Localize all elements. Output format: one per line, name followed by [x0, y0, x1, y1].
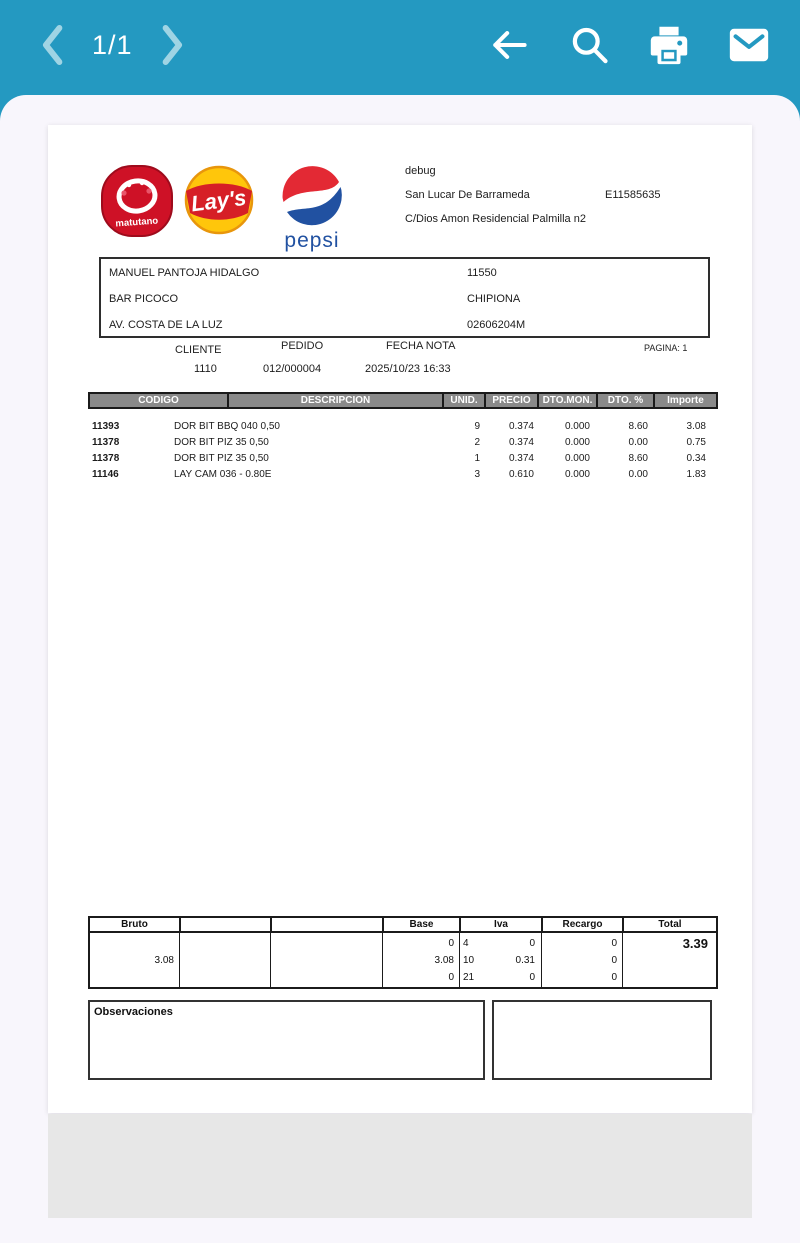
item-codigo: 11393 [92, 420, 120, 432]
recargo-10: 0 [611, 955, 617, 966]
col-total: Total [622, 918, 716, 931]
chevron-left-icon [36, 22, 70, 68]
customer-address: AV. COSTA DE LA LUZ [109, 319, 223, 331]
col-bruto: Bruto [121, 919, 148, 930]
bruto-value: 3.08 [154, 955, 174, 966]
item-dtomon: 0.000 [564, 452, 590, 464]
lays-logo-icon [183, 163, 255, 237]
item-importe: 1.83 [686, 468, 706, 480]
pepsi-wordmark: pepsi [284, 229, 340, 252]
iva-amount-10: 0.31 [515, 955, 535, 966]
item-dtomon: 0.000 [564, 468, 590, 480]
col-codigo: CODIGO [138, 395, 179, 406]
item-precio: 0.374 [508, 452, 534, 464]
col-empty-1 [179, 918, 270, 931]
signature-box [492, 1000, 712, 1080]
col-iva: Iva [459, 918, 541, 931]
totals-table [88, 916, 718, 989]
table-row [88, 418, 718, 434]
item-descripcion: DOR BIT PIZ 35 0,50 [174, 452, 269, 464]
iva-amount-21: 0 [529, 972, 535, 983]
previous-page-button[interactable] [30, 22, 76, 68]
item-dtopct: 8.60 [628, 452, 648, 464]
search-icon [567, 23, 611, 67]
customer-box [99, 257, 710, 338]
customer-business: BAR PICOCO [109, 293, 179, 305]
item-dtopct: 8.60 [628, 420, 648, 432]
iva-rate-10: 10 [463, 955, 475, 966]
base-21: 0 [448, 972, 454, 983]
fecha-nota-label: FECHA NOTA [386, 340, 456, 352]
empty-cell [270, 933, 382, 987]
col-base: Base [382, 918, 459, 931]
item-descripcion: DOR BIT BBQ 040 0,50 [174, 420, 280, 432]
email-icon [726, 22, 772, 68]
total-cell [622, 933, 716, 987]
items-table [88, 392, 718, 482]
item-unid: 2 [474, 436, 480, 448]
table-row [88, 466, 718, 482]
next-page-placeholder [48, 1114, 752, 1218]
matutano-wordmark: matutano [115, 215, 159, 230]
customer-row [101, 286, 708, 312]
item-importe: 0.34 [686, 452, 706, 464]
item-descripcion: DOR BIT PIZ 35 0,50 [174, 436, 269, 448]
item-dtomon: 0.000 [564, 420, 590, 432]
supplier-city: San Lucar De Barrameda [405, 189, 530, 201]
item-unid: 9 [474, 420, 480, 432]
col-recargo: Recargo [541, 918, 622, 931]
recargo-4: 0 [611, 938, 617, 949]
customer-postcode: 11550 [467, 267, 497, 279]
page-indicator: 1/1 [92, 29, 133, 60]
item-codigo: 11378 [92, 436, 120, 448]
item-unid: 3 [474, 468, 480, 480]
supplier-address: C/Dios Amon Residencial Palmilla n2 [405, 213, 586, 225]
item-codigo: 11378 [92, 452, 120, 464]
col-unid: UNID. [442, 394, 484, 407]
pepsi-logo-icon [273, 163, 351, 253]
supplier-line1: debug [405, 165, 436, 177]
observaciones-label: Observaciones [94, 1006, 173, 1018]
col-empty-2 [270, 918, 382, 931]
col-precio: PRECIO [484, 394, 537, 407]
supplier-line2 [405, 189, 661, 213]
observaciones-box [88, 1000, 485, 1080]
col-importe: Importe [653, 394, 716, 407]
item-precio: 0.374 [508, 436, 534, 448]
brand-logos [100, 163, 351, 253]
bruto-cell [90, 933, 179, 987]
iva-rate-4: 4 [463, 938, 469, 949]
fecha-nota-value: 2025/10/23 16:33 [365, 363, 451, 375]
items-table-header [88, 392, 718, 409]
empty-cell [179, 933, 270, 987]
document-page [48, 125, 752, 1113]
table-row [88, 434, 718, 450]
recargo-cell [541, 933, 622, 987]
table-row [88, 450, 718, 466]
iva-rate-21: 21 [463, 972, 475, 983]
item-importe: 0.75 [686, 436, 706, 448]
item-precio: 0.374 [508, 420, 534, 432]
next-page-button[interactable] [149, 22, 195, 68]
item-codigo: 11146 [92, 468, 119, 480]
item-dtopct: 0.00 [628, 436, 648, 448]
back-button[interactable] [486, 22, 532, 68]
back-arrow-icon [487, 23, 531, 67]
customer-id: 02606204M [467, 319, 526, 331]
search-button[interactable] [566, 22, 612, 68]
col-dtopct: DTO. % [596, 394, 653, 407]
item-descripcion: LAY CAM 036 - 0.80E [174, 468, 272, 480]
pedido-label: PEDIDO [281, 340, 324, 352]
pedido-value: 012/000004 [263, 363, 322, 375]
toolbar-actions [486, 22, 772, 68]
customer-city: CHIPIONA [467, 293, 521, 305]
viewer-toolbar [0, 0, 800, 96]
totals-body [88, 933, 718, 989]
totals-header [88, 916, 718, 933]
item-unid: 1 [474, 452, 480, 464]
viewer-sheet [0, 95, 800, 1243]
supplier-block [405, 165, 661, 237]
matutano-logo-icon [100, 163, 174, 241]
customer-row [101, 260, 708, 286]
cliente-value: 1110 [194, 363, 217, 375]
customer-row [101, 312, 708, 338]
iva-cell [459, 933, 541, 987]
base-cell [382, 933, 459, 987]
item-dtopct: 0.00 [628, 468, 648, 480]
print-button[interactable] [646, 22, 692, 68]
col-dtomon: DTO.MON. [537, 394, 596, 407]
item-dtomon: 0.000 [564, 436, 590, 448]
lays-wordmark: Lay's [189, 184, 248, 217]
pager [30, 22, 195, 68]
item-precio: 0.610 [508, 468, 534, 480]
chevron-right-icon [155, 22, 189, 68]
item-importe: 3.08 [686, 420, 706, 432]
customer-name: MANUEL PANTOJA HIDALGO [109, 267, 260, 279]
base-10: 3.08 [434, 955, 454, 966]
email-button[interactable] [726, 22, 772, 68]
pagina-label: PAGINA: 1 [644, 343, 688, 353]
supplier-code: E11585635 [605, 189, 661, 201]
recargo-21: 0 [611, 972, 617, 983]
base-4: 0 [448, 938, 454, 949]
col-descripcion: DESCRIPCION [227, 394, 442, 407]
print-icon [646, 22, 692, 68]
cliente-label: CLIENTE [175, 344, 222, 356]
total-value: 3.39 [682, 936, 708, 951]
items-table-body [88, 409, 718, 482]
iva-amount-4: 0 [529, 938, 535, 949]
